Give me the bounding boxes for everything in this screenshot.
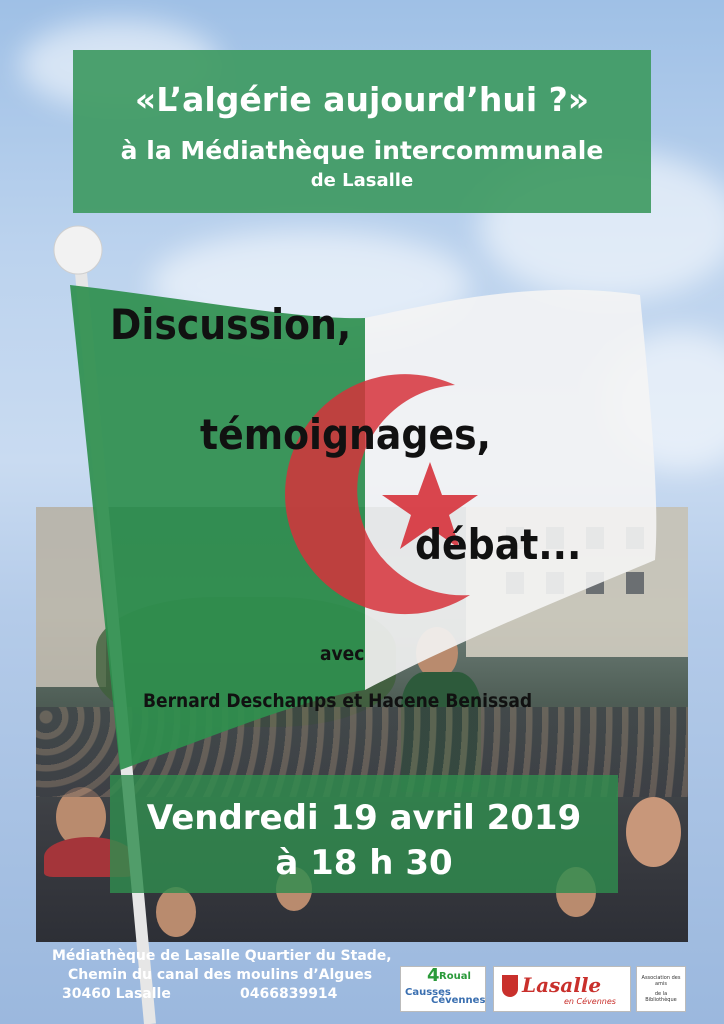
event-title: «L’algérie aujourd’hui ?»: [134, 80, 590, 119]
footer-postcode-city: 30460 Lasalle: [62, 986, 171, 1002]
guests-names: Bernard Deschamps et Hacene Benissad: [143, 690, 533, 712]
logo-causses-cevennes: [400, 966, 486, 1012]
logo-lasalle: [493, 966, 631, 1012]
footer-address-line2: Chemin du canal des moulins d’Algues: [68, 967, 373, 983]
logo-causses-word3: Cévennes: [431, 995, 486, 1006]
logo-causses-word2: Causses: [405, 987, 451, 998]
pole-finial: [54, 226, 102, 274]
lasalle-shield-icon: [502, 975, 518, 997]
logo-association-line2: de la Bibliothèque: [645, 991, 677, 1003]
flag-white-half: [365, 290, 656, 690]
footer-phone: 0466839914: [240, 986, 338, 1002]
logo-causses-word1: Roual: [439, 971, 471, 982]
event-time: à 18 h 30: [275, 843, 453, 883]
headline-testimonies: témoignages,: [200, 410, 491, 459]
logo-lasalle-name: Lasalle: [522, 973, 602, 997]
headline-discussion: Discussion,: [110, 300, 352, 349]
footer-address-line1: Médiathèque de Lasalle Quartier du Stade,: [52, 948, 392, 964]
logo-association-line1: Association des amis: [641, 975, 681, 987]
event-location: de Lasalle: [310, 170, 414, 191]
headline-debate: débat...: [415, 520, 582, 569]
logo-causses-number: 4: [427, 965, 440, 986]
guests-with-label: avec: [320, 643, 365, 665]
event-date: Vendredi 19 avril 2019: [146, 798, 582, 838]
logo-association: [636, 966, 686, 1012]
event-venue: à la Médiathèque intercommunale: [120, 136, 604, 165]
logo-lasalle-sub: en Cévennes: [564, 997, 616, 1006]
